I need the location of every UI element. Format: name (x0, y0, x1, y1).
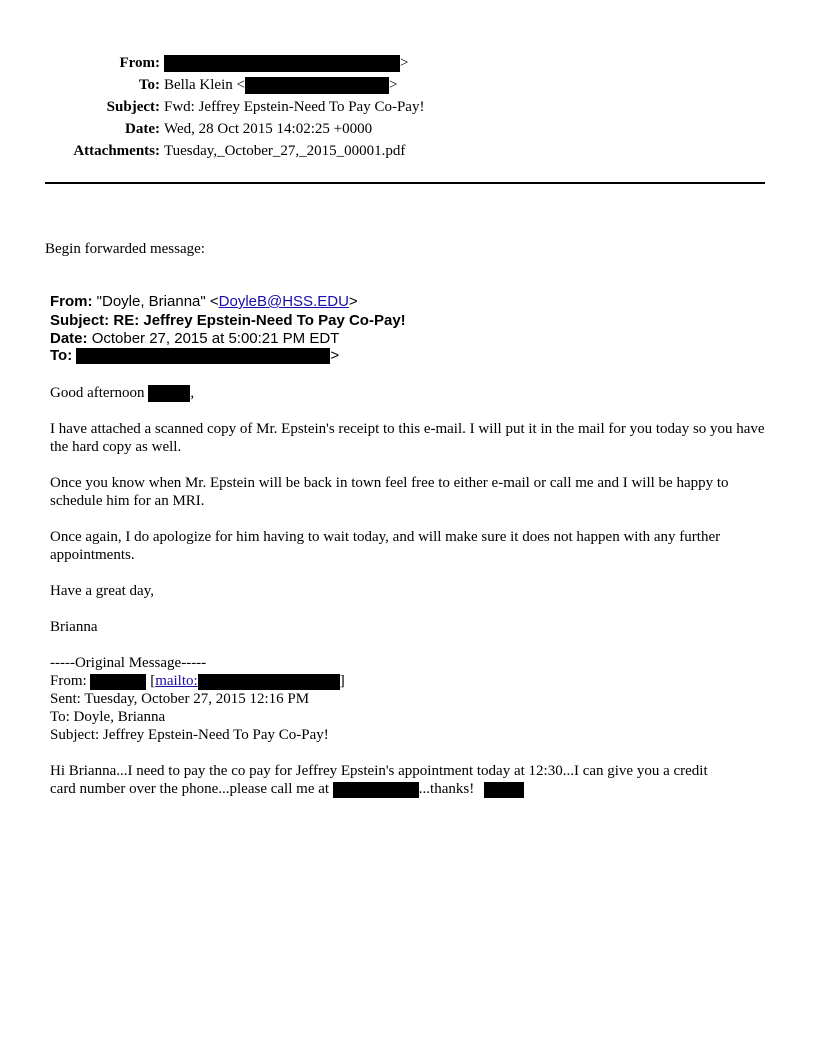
redaction-block (484, 782, 524, 798)
redaction-block (333, 782, 419, 798)
original-sent: Sent: Tuesday, October 27, 2015 12:16 PM (50, 691, 310, 707)
body-paragraph-2: Once you know when Mr. Epstein will be back in town feel free to either e-mail or call me and I will be happy to schedule him for an MRI. (50, 475, 729, 509)
body-paragraph-1: I have attached a scanned copy of Mr. Epstein's receipt to this e-mail. I will put it in the mail for you today so you have the hard copy as well. (50, 421, 765, 455)
date-label: Date: (125, 121, 160, 137)
closing: Have a great day, (50, 583, 154, 599)
to-bracket: > (388, 77, 398, 93)
from-value (164, 55, 408, 72)
attachments-label: Attachments: (73, 143, 160, 159)
original-message-text: card number over the phone...please call me at (50, 781, 330, 797)
original-message-line-2 (50, 780, 524, 798)
subject-value: Fwd: Jeffrey Epstein-Need To Pay Co-Pay! (164, 99, 425, 115)
original-subject: Subject: Jeffrey Epstein-Need To Pay Co-Pay! (50, 727, 329, 743)
forwarded-from-bracket: > (348, 293, 358, 310)
forwarded-to-label: To: (50, 347, 73, 364)
mailto-open-bracket: [ (150, 673, 156, 689)
original-message-separator: -----Original Message----- (50, 655, 207, 671)
original-message-line-1: Hi Brianna...I need to pay the co pay for Jeffrey Epstein's appointment today at 12:30...I can give you a credit (50, 763, 708, 779)
redaction-block (76, 348, 330, 364)
redaction-block (198, 674, 340, 690)
attachment-filename[interactable]: Tuesday,_October_27,_2015_00001.pdf (164, 143, 406, 159)
original-from (50, 672, 345, 690)
to-value (164, 77, 397, 94)
greeting-text: Good afternoon (50, 385, 145, 401)
greeting-comma: , (190, 385, 195, 401)
original-from-label: From: (50, 673, 87, 689)
to-label: To: (138, 77, 160, 93)
redaction-block (90, 674, 146, 690)
mailto-close-bracket: ] (339, 673, 345, 689)
forwarded-to-bracket: > (330, 347, 340, 364)
redaction-block (245, 77, 389, 94)
redaction-block (148, 385, 190, 402)
forwarded-subject-label: Subject: (50, 312, 110, 329)
forwarded-date-value: October 27, 2015 at 5:00:21 PM EDT (91, 330, 340, 347)
subject-label: Subject: (106, 99, 160, 115)
forwarded-subject (50, 312, 406, 329)
original-message-thanks: ...thanks! (418, 781, 475, 797)
forwarded-from (50, 293, 358, 310)
body-paragraph-3: Once again, I do apologize for him having to wait today, and will make sure it does not happen with any further appointments. (50, 529, 721, 563)
forwarded-from-name: "Doyle, Brianna" < (96, 293, 219, 310)
greeting (50, 384, 194, 402)
to-name: Bella Klein < (164, 77, 245, 93)
date-value: Wed, 28 Oct 2015 14:02:25 +0000 (164, 121, 373, 137)
header-divider (45, 182, 765, 184)
forwarded-from-email-link[interactable]: DoyleB@HSS.EDU (218, 293, 349, 310)
forwarded-to (50, 347, 339, 364)
mailto-link[interactable]: mailto: (155, 673, 198, 689)
from-bracket: > (400, 55, 409, 71)
begin-forwarded-label: Begin forwarded message: (45, 241, 205, 257)
original-to: To: Doyle, Brianna (50, 709, 166, 725)
forwarded-from-label: From: (50, 293, 93, 310)
signature: Brianna (50, 619, 98, 635)
from-label: From: (119, 55, 160, 71)
forwarded-subject-value: RE: Jeffrey Epstein-Need To Pay Co-Pay! (113, 312, 406, 329)
forwarded-date (50, 330, 339, 347)
redaction-block (164, 55, 400, 72)
forwarded-date-label: Date: (50, 330, 88, 347)
